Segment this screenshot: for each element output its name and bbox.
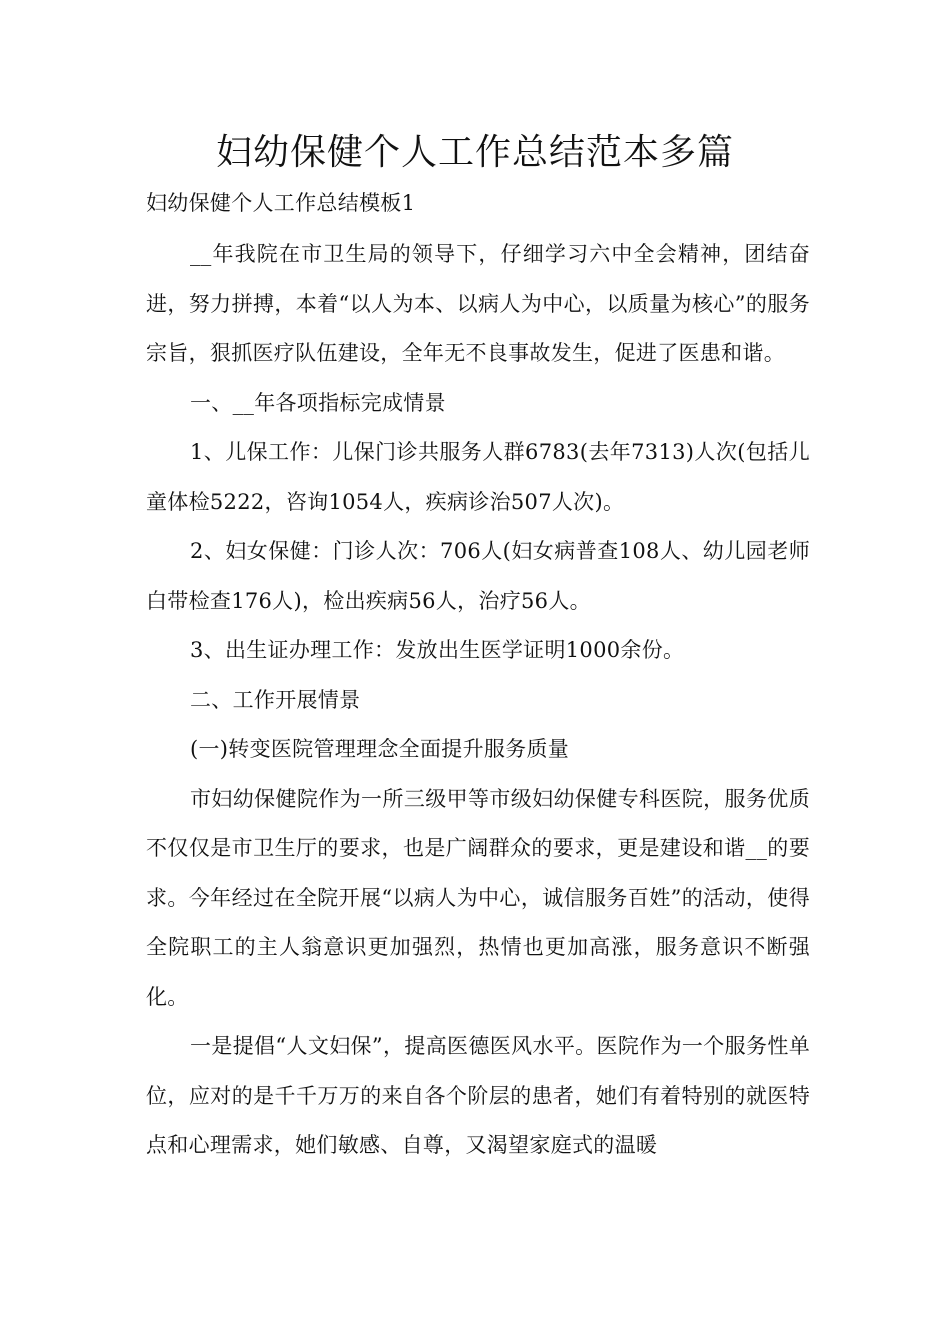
- document-title: 妇幼保健个人工作总结范本多篇: [215, 132, 734, 173]
- paragraph-intro: __年我院在市卫生局的领导下，仔细学习六中全会精神，团结奋进，努力拼搏，本着“以人为本、以病人为中心，以质量为核心”的服务宗旨，狠抓医疗队伍建设，全年无不良事故发生，促进了医患和谐。: [146, 242, 810, 365]
- paragraph-humanistic-care: 一是提倡“人文妇保”，提高医德医风水平。医院作为一个服务性单位，应对的是千千万万的来自各个阶层的患者，她们有着特别的就医特点和心理需求，她们敏感、自尊，又渴望家庭式的温暖: [146, 1034, 810, 1157]
- paragraph-hospital-service: 市妇幼保健院作为一所三级甲等市级妇幼保健专科医院，服务优质不仅仅是市卫生厅的要求，也是广阔群众的要求，更是建设和谐__的要求。今年经过在全院开展“以病人为中心，诚信服务百姓”的活动，使得全院职工的主人翁意识更加强烈，热情也更加高涨，服务意识不断强化。: [146, 786, 810, 1009]
- subsection-heading-1: (一)转变医院管理理念全面提升服务质量: [190, 737, 570, 761]
- section-heading-1: 一、__年各项指标完成情景: [190, 390, 446, 415]
- paragraph-birth-certificate: 3、出生证办理工作：发放出生医学证明1000余份。: [190, 638, 685, 662]
- paragraph-women-care: 2、妇女保健：门诊人次：706人(妇女病普查108人、幼儿园老师白带检查176人)，检出疾病56人，治疗56人。: [146, 539, 810, 613]
- section-heading-2: 二、工作开展情景: [190, 687, 361, 712]
- paragraph-child-care: 1、儿保工作：儿保门诊共服务人群6783(去年7313)人次(包括儿童体检5222，咨询1054人，疾病诊治507人次)。: [146, 440, 810, 514]
- document-subtitle: 妇幼保健个人工作总结模板1: [146, 191, 416, 215]
- document-body: [146, 184, 810, 1171]
